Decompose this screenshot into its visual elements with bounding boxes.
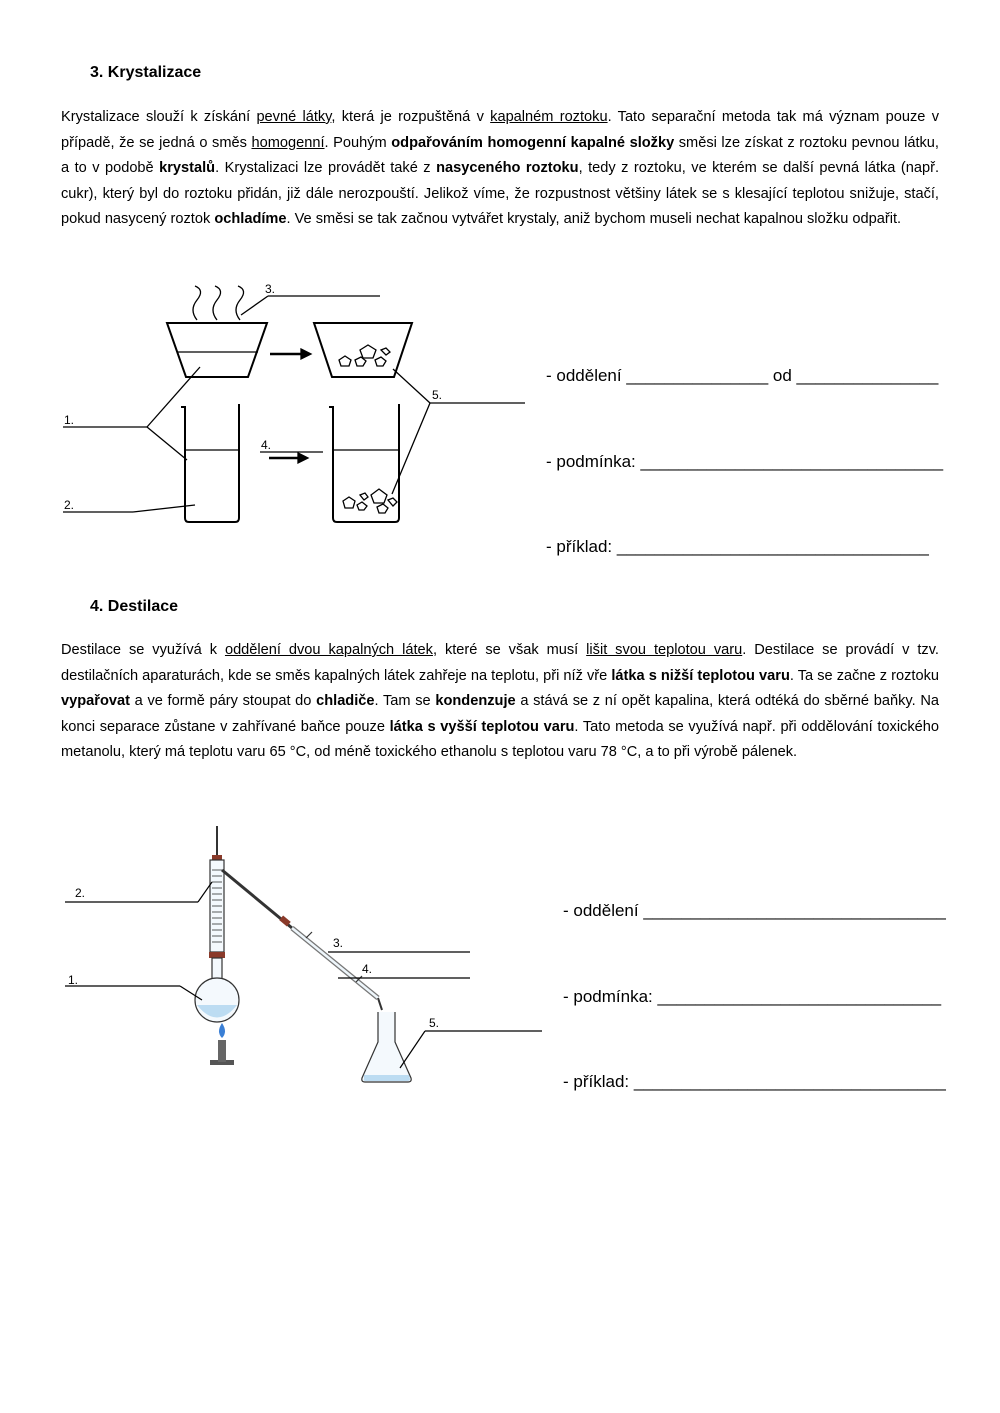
section-3-paragraph: Krystalizace slouží k získání pevné látky, která je rozpuštěná v kapalném roztoku. Tato separační metoda tak má význam pouze v případě, že se jedná o směs homogenní. Pouhým odpařováním homogenní kapalné složky směsi lze získat z roztoku pevnou látku, a to v podobě krystalů. Krystalizaci lze provádět také z nasyceného roztoku, tedy z roztoku, ve kterém se další pevná látka (např. cukr), který byl do roztoku přidán, již dále nerozpouští. Jelikož víme, že rozpustnost většiny látek se s klesající teplotou snižuje, stačí, pokud nasycený roztok ochladíme. Ve směsi se tak začnou vytvářet krystaly, aniž bychom museli nechat kapalnou složku odpařit. [61, 109, 939, 227]
condition-line[interactable]: - podmínka: ________________________________ [546, 451, 944, 471]
diagram-label-2: 2. [64, 498, 75, 512]
section-3-heading: 3. Krystalizace [90, 64, 202, 81]
distill-label-4: 4. [362, 962, 373, 976]
separation-line[interactable]: - oddělení _______________ od _______________ [546, 366, 939, 385]
distill-label-5: 5. [429, 1016, 440, 1030]
distill-label-2: 2. [75, 886, 86, 900]
section-4-worksheet-lines [563, 840, 946, 1125]
example-line[interactable]: - příklad: _________________________________ [546, 537, 929, 556]
diagram-label-5: 5. [432, 388, 443, 402]
section-3-worksheet-lines [546, 305, 943, 590]
section-4-paragraph: Destilace se využívá k oddělení dvou kapalných látek, které se však musí lišit svou teplotou varu. Destilace se provádí v tzv. destilačních aparaturách, kde se směs kapalných látek zahřeje na teplotu, při níž vře látka s nižší teplotou varu. Ta se začne z roztoku vypařovat a ve formě páry stoupat do chladiče. Tam se kondenzuje a stává se z ní opět kapalina, která odtéká do sběrné baňky. Na konci separace zůstane v zahřívané baňce pouze látka s vyšší teplotou varu. Tato metoda se využívá např. při oddělování toxického metanolu, který má teplotu varu 65 °C, od méně toxického ethanolu s teplotou varu 78 °C, a to při výrobě pálenek. [61, 642, 939, 760]
diagram-label-4: 4. [261, 438, 272, 452]
diagram-label-1: 1. [64, 413, 75, 427]
section-4-heading: 4. Destilace [90, 598, 179, 615]
diagram-label-3: 3. [265, 282, 276, 296]
condition-line[interactable]: - podmínka: ______________________________ [563, 986, 942, 1006]
distill-label-1: 1. [68, 973, 79, 987]
separation-line[interactable]: - oddělení ________________________________ [563, 901, 946, 920]
crystallization-diagram [55, 280, 535, 530]
example-line[interactable]: - příklad: _________________________________ [563, 1072, 946, 1091]
distill-label-3: 3. [333, 936, 344, 950]
distillation-diagram [60, 820, 550, 1090]
